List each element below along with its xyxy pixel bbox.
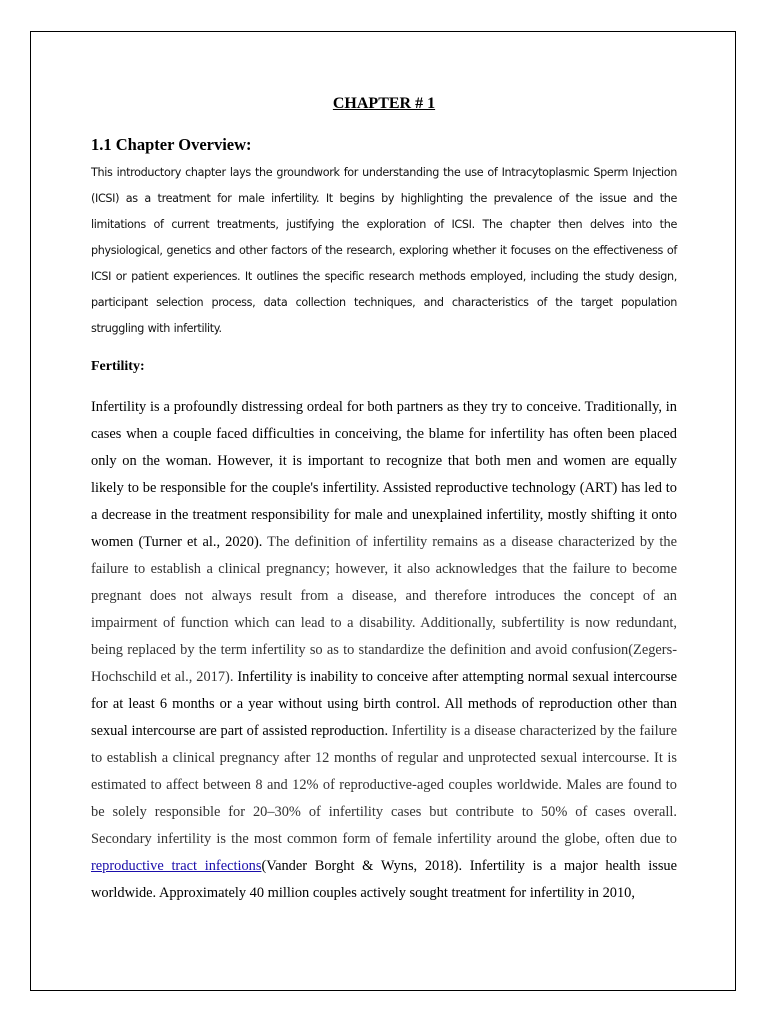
body-text-part-5: (Vander Borght & Wyns, 2018). Infertility is a major health issue worldwide. Approximately 40 million couples actively sought treatment for infertility in 2010, (91, 858, 677, 901)
fertility-heading: Fertility: (91, 359, 145, 374)
body-text-part-3: Infertility is inability to conceive after attempting normal sexual intercourse for at least 6 months or a year without using birth control. All methods of reproduction other than sexual intercourse are part of assisted reproduction. (91, 669, 677, 739)
reproductive-tract-infections-link[interactable]: reproductive tract infections (91, 858, 262, 874)
document-page (30, 31, 736, 991)
fertility-paragraph (91, 394, 677, 907)
body-text-part-2: The definition of infertility remains as a disease characterized by the failure to establish a clinical pregnancy; however, it also acknowledges that the failure to become pregnant does not always result from a disease, and therefore introduces the concept of an impairment of function which can lead to a disability. Additionally, subfertility is now redundant, being replaced by the term infertility so as to standardize the definition and avoid confusion(Zegers-Hochschild et al., 2017). (91, 534, 677, 685)
body-text-part-4: Infertility is a disease characterized by the failure to establish a clinical pregnancy after 12 months of regular and unprotected sexual intercourse. It is estimated to affect between 8 and 12% of reproductive-aged couples worldwide. Males are found to be solely responsible for 20–30% of infertility cases but contribute to 50% of cases overall. Secondary infertility is the most common form of female infertility around the globe, often due to (91, 723, 677, 847)
body-text-part-1: Infertility is a profoundly distressing ordeal for both partners as they try to conceive. Traditionally, in cases when a couple faced difficulties in conceiving, the blame for infertility has often been placed only on the woman. However, it is important to recognize that both men and women are equally likely to be responsible for the couple's infertility. Assisted reproductive technology (ART) has led to a decrease in the treatment responsibility for male and unexplained infertility, mostly shifting it onto women (Turner et al., 2020). (91, 399, 677, 550)
overview-paragraph: This introductory chapter lays the groundwork for understanding the use of Intracytoplasmic Sperm Injection (ICSI) as a treatment for male infertility. It begins by highlighting the prevalence of the issue and the limitations of current treatments, justifying the exploration of ICSI. The chapter then delves into the physiological, genetics and other factors of the research, exploring whether it focuses on the effectiveness of ICSI or patient experiences. It outlines the specific research methods employed, including the study design, participant selection process, data collection techniques, and characteristics of the target population struggling with infertility. (91, 166, 677, 335)
section-heading-chapter-overview: 1.1 Chapter Overview: (91, 135, 252, 154)
page-content (91, 94, 677, 907)
chapter-title: CHAPTER # 1 (332, 95, 436, 112)
